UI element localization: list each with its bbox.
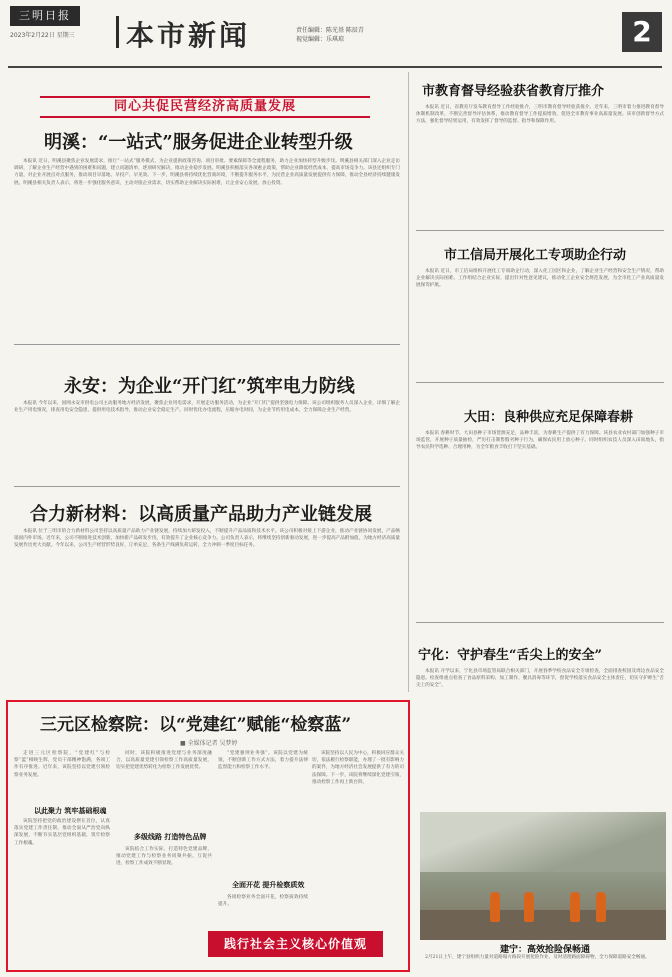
article-body: 本报讯 开学以来，宁化县市场监管局联合相关部门，开展春季学校食品安全专项检查，全面排查校园及周边食品安全隐患。检查组重点检查了食品原料采购、加工制作、餐具消毒等环节，督促学校落实食品安全主体责任，切实守护师生“舌尖上的安全”。 <box>416 669 664 689</box>
masthead <box>6 4 666 64</box>
slogan-banner: 践行社会主义核心价值观 <box>208 931 383 957</box>
article-divider <box>416 230 664 231</box>
article-title: 永安：为企业“开门红”筑牢电力防线 <box>64 376 355 397</box>
article-body: 本报讯 近日，明溪县聚焦企业发展需求，推行“一站式”服务模式，为企业提供政策咨询、项目审批、要素保障等全流程服务，助力企业加快转型升级步伐。明溪县相关部门深入企业走访调研，了解企业生产经营中遇到的困难和问题，建立问题清单，逐项研究解决，推动企业稳步发展。明溪县积极落实各项惠企政策，帮助企业降低经营成本，提高市场竞争力。该县还组织专门力量，对企业开展点对点服务，推动项目早落地、早投产、早见效。下一步，明溪县将持续优化营商环境，不断提升服务水平，为民营企业高质量发展提供有力保障，推动全县经济持续健康发展。明溪县相关负责人表示，将进一步强化服务意识，主动对接企业需求，切实帮助企业解决实际困难，让企业安心发展、放心投资。 <box>14 159 400 186</box>
article-divider <box>416 622 664 623</box>
article-body: 走进三元区检察院，“党建红”与检察“蓝”相映生辉，党员干部精神饱满，各项工作有序推进。近年来，该院坚持以党建引领检察业务发展。 <box>14 751 110 778</box>
column-divider <box>408 72 409 692</box>
photo-caption: 2月21日上午，建宁县组织力量对道路塌方路段开展抢险作业，及时清理路面障碍物，全力保障道路安全畅通。 <box>425 955 650 960</box>
worker-figure <box>490 892 500 922</box>
article-body: 同时，该院积极推进党建与业务深度融合，以高质量党建引领检察工作高质量发展，切实把党建优势转化为检察工作发展优势。 <box>116 751 212 771</box>
rescue-photo <box>420 812 666 940</box>
article-byline: ■ 全媒体记者 吴梦婷 <box>180 740 238 747</box>
article-divider <box>14 486 400 487</box>
subheading: 以此聚力 筑牢基础根魂 <box>34 806 107 815</box>
issue-date: 2023年2月22日 星期三 <box>10 32 75 39</box>
article-body: 该院坚持以人民为中心，积极回应群众关切，依法履行检察职能，办理了一批有影响力的案件，为地方经济社会发展提供了有力的司法保障。下一步，该院将继续深化党建引领，推动检察工作再上新台阶。 <box>312 751 404 785</box>
photo-ground <box>420 910 666 940</box>
article-title: 宁化：守护春生“舌尖上的安全” <box>418 648 602 663</box>
photo-background <box>420 812 666 872</box>
article-body: 各项检察业务全面开花，检察质效持续提升。 <box>218 895 308 908</box>
editor-line: 责任编辑：陈光基 陈辰青 <box>296 27 364 34</box>
article-body: 本报讯 今年以来，国网永安市供电公司主动服务地方经济发展，聚焦企业用电需求，开展走访服务活动，为企业“开门红”提供坚强电力保障。该公司组织服务人员深入企业，详细了解企业生产用电情况，排查用电安全隐患，提供用电技术指导，推动企业安全稳定生产。同时优化办电流程，压缩办电时间，为企业节约用电成本，全力保障企业生产经营。 <box>14 401 400 414</box>
article-body: 本报讯 位于三明市的合力新材料公司坚持以高质量产品助力产业链发展，持续加大研发投入，不断提升产品品质和技术水平。该公司积极对接上下游企业，推动产业链协同发展，产品畅销国内外市场。近年来，公司不断推进技术创新，加快新产品研发步伐，有效提升了企业核心竞争力。公司负责人表示，将继续坚持创新驱动发展，进一步提高产品附加值，为地方经济高质量发展作出更大贡献。今年以来，公司生产经营形势良好，订单充足，各条生产线满负荷运转，全力冲刺一季度目标任务。 <box>14 529 400 549</box>
article-body: 该院坚持把党的政治建设摆在首位，认真落实党建工作责任制，推动全面从严治党向纵深发展，不断夯实基层党组织基础，筑牢检察工作根魂。 <box>14 819 110 846</box>
editor-credits <box>296 26 364 44</box>
article-title: 明溪：“一站式”服务促进企业转型升级 <box>44 132 353 153</box>
section-divider <box>116 16 119 48</box>
article-title: 大田：良种供应充足保障春耕 <box>464 410 634 425</box>
section-title: 本市新闻 <box>126 19 251 52</box>
article-body: 本报讯 近日，市工信局组织开展化工专项助企行动，深入化工园区和企业，了解企业生产经营和安全生产情况，帮助企业解决实际困难。工作组结合企业实际，提出针对性意见建议，推动化工企业安全规范发展，为全市化工产业高质量发展保驾护航。 <box>416 269 664 289</box>
article-title: 市工信局开展化工专项助企行动 <box>444 248 627 263</box>
photo-title: 建宁：高效抢险保畅通 <box>500 945 591 955</box>
subheading: 全面开花 提升检察质效 <box>232 880 305 889</box>
topic-banner: 同心共促民营经济高质量发展 <box>40 96 370 118</box>
article-body: “党建强则业务强”。该院以党建为统领，不断创新工作方式方法，着力提升法律监督能力和检察工作水平。 <box>218 751 308 771</box>
editor-line: 视觉编辑：乐琪琼 <box>296 36 345 43</box>
article-divider <box>416 382 664 383</box>
article-title: 合力新材料：以高质量产品助力产业链发展 <box>30 504 372 525</box>
article-body: 本报讯 近日，省教育厅发布教育督导工作经验推介，三明市教育督导经验获推介。近年来，三明市着力推进教育督导体制机制改革，不断完善督导评估体系，推动教育督导工作提质增效，促进全市教育事业高质量发展。该市创新督导方式方法，强化督导结果运用，有效发挥了督导的监督、指导和保障作用。 <box>416 105 664 125</box>
worker-figure <box>524 892 534 922</box>
worker-figure <box>596 892 606 922</box>
paper-logo: 三明日报 <box>10 6 80 26</box>
subheading: 多级线路 打造特色品牌 <box>134 832 207 841</box>
article-divider <box>14 344 400 345</box>
page-number: 2 <box>622 12 662 52</box>
masthead-rule <box>8 66 662 68</box>
article-title: 市教育督导经验获省教育厅推介 <box>422 84 605 99</box>
worker-figure <box>570 892 580 922</box>
article-body: 本报讯 春耕时节，大田县种子市场货源充足，品种丰富，为春耕生产提供了有力保障。该县农业农村部门加强种子市场监管，开展种子质量抽检，严厉打击制售假劣种子行为，确保农民用上放心种子。同时组织农技人员深入田间地头，指导农民科学选种、合理用种，为全年粮食丰收打下坚实基础。 <box>416 431 664 451</box>
article-title: 三元区检察院：以“党建红”赋能“检察蓝” <box>40 715 352 735</box>
article-body: 该院结合工作实际，打造特色党建品牌，推动党建工作与检察业务同频共振、互促共进，检察工作成效不断显现。 <box>116 847 212 867</box>
